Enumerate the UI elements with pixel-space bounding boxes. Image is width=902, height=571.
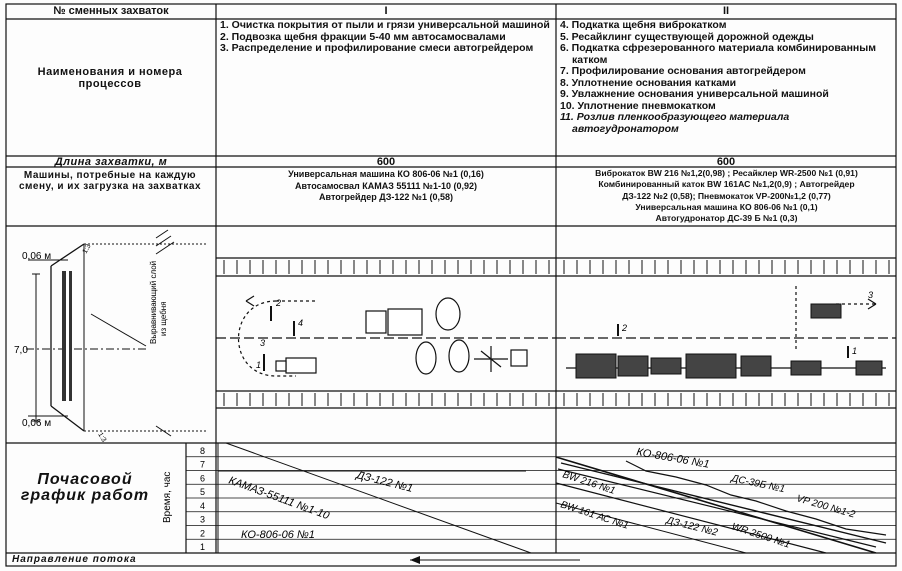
machine-line: Автогудронатор ДС-39 Б №1 (0,3) xyxy=(655,213,798,224)
dim-top: 0,06 м xyxy=(22,251,52,262)
schedule-bar-label: WR 2500 №1 xyxy=(730,521,792,551)
scheme-arrow-label: 3 xyxy=(868,290,874,300)
process-item: 7. Профилирование основания автогрейдером xyxy=(560,65,806,77)
process-item: 9. Увлажнение основания универсальной машиной xyxy=(560,88,829,100)
scheme-arrow-label: 3 xyxy=(260,338,266,348)
process-item: 5. Ресайклинг существующей дорожной одежды xyxy=(560,30,814,43)
layer-label-1: Выравнивающий слой xyxy=(149,260,158,344)
hour-tick-label: 2 xyxy=(200,528,206,539)
schedule-bar-label: ДЗ-122 №1 xyxy=(355,469,415,495)
process-item: 6. Подкатка сфрезерованного материала комбинированным катком xyxy=(560,42,877,66)
scheme-arrow-label: 4 xyxy=(298,318,304,328)
process-item: 3. Распределение и профилирование смеси автогрейдером xyxy=(220,42,534,54)
process-item: 2. Подвозка щебня фракции 5-40 мм автосамосвалами xyxy=(220,30,506,43)
slope-bottom: 1:3 xyxy=(96,431,108,443)
machines-row-label: Машины, потребные на каждую смену, и их загрузка на захватках xyxy=(18,170,202,192)
scheme-arrow-label: 1 xyxy=(852,346,858,356)
scheme-arrow-label: 2 xyxy=(622,323,628,333)
schedule-bar-label: КО-806-06 №1 xyxy=(635,446,711,471)
process-item: 8. Уплотнение основания катками xyxy=(560,76,737,89)
processes-grip-2 xyxy=(560,20,896,135)
scheme-arrow-label: 1 xyxy=(256,360,262,370)
road-scheme-grip-1 xyxy=(216,226,556,443)
machine-line: Универсальная машина КО 806-06 №1 (0,1) xyxy=(635,201,818,212)
schedule-axis-label: Время, час xyxy=(162,471,173,523)
hour-tick-label: 3 xyxy=(200,514,206,525)
machine-line: Виброкаток BW 216 №1,2(0,98) ; Ресайклер WR-2500 №1 (0,91) xyxy=(595,168,858,178)
hour-tick-label: 6 xyxy=(200,473,206,484)
cross-section-drawing xyxy=(6,226,216,443)
road-scheme-grip-2 xyxy=(556,226,896,443)
machine-line: ДЗ-122 №2 (0,58); Пневмокаток VP-200№1,2 (0,77) xyxy=(622,190,831,201)
schedule-bar-label: VP 200 №1-2 xyxy=(795,493,857,521)
schedule-axis xyxy=(156,443,186,553)
schedule-bar-label: BW 161 АС №1 xyxy=(559,499,630,532)
hour-tick-label: 4 xyxy=(200,500,206,511)
process-item: 1. Очистка покрытия от пыли и грязи универсальной машиной xyxy=(220,19,550,31)
schedule-bar-label: ДС-39Б №1 xyxy=(730,473,786,496)
processes-grip-1 xyxy=(220,20,554,55)
process-item: 4. Подкатка щебня виброкатком xyxy=(560,19,727,31)
process-item: 10. Уплотнение пневмокатком xyxy=(560,99,716,112)
process-item: 11. Розлив пленкообразующего материала автогудронатором xyxy=(560,111,790,135)
hour-tick-label: 1 xyxy=(200,542,206,552)
length-grip-1: 600 xyxy=(376,156,396,168)
header-grip-1: I xyxy=(384,5,388,17)
hour-tick-label: 7 xyxy=(200,459,206,470)
schedule-bar-label: КАМАЗ-55111 №1-10 xyxy=(226,474,331,523)
dim-bottom: 0,06 м xyxy=(22,418,52,429)
schedule-bar-label: ДЗ-122 №2 xyxy=(665,515,719,539)
scheme-arrow-label: 2 xyxy=(276,298,282,308)
machine-line: Автосамосвал КАМАЗ 55111 №1-10 (0,92) xyxy=(295,180,477,191)
slope-top: 1:3 xyxy=(81,243,93,255)
schedule-bar-label: BW 216 №1 xyxy=(561,469,617,497)
schedule-row-label: Почасовой график работ xyxy=(20,471,150,504)
flow-direction-label: Направление потока xyxy=(12,554,137,565)
machines-grip-2 xyxy=(557,168,896,224)
machine-line: Универсальная машина КО 806-06 №1 (0,16) xyxy=(288,169,484,179)
machine-line: Комбинированный каток BW 161АС №1,2(0,9) ; Автогрейдер xyxy=(598,179,855,190)
schedule-chart xyxy=(186,443,896,553)
dim-width: 7,0 xyxy=(14,345,28,356)
header-grip-2: II xyxy=(722,5,730,17)
header-grip-number: № сменных захваток xyxy=(53,5,169,17)
machines-grip-1 xyxy=(218,169,554,204)
processes-row-label: Наименования и номера процессов xyxy=(37,66,183,90)
length-grip-2: 600 xyxy=(716,156,736,168)
flow-arrow-icon xyxy=(400,553,600,566)
hour-tick-label: 8 xyxy=(200,445,206,456)
schedule-bar-label: КО-806-06 №1 xyxy=(241,529,315,541)
layer-label-2: из щебня xyxy=(159,301,168,336)
hour-tick-label: 5 xyxy=(200,487,206,497)
length-row-label: Длина захватки, м xyxy=(54,156,168,168)
machine-line: Автогрейдер ДЗ-122 №1 (0,58) xyxy=(319,192,453,202)
